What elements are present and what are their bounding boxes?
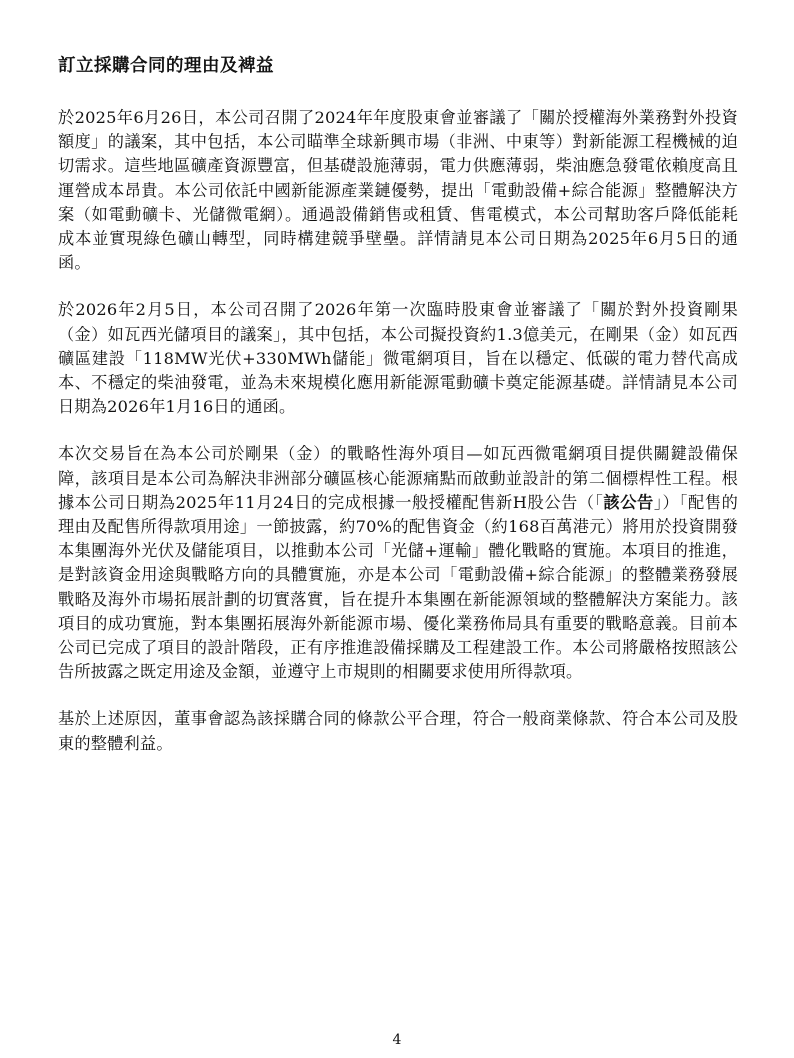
paragraph-egm-2026: 於2026年2月5日，本公司召開了2026年第一次臨時股東會並審議了「關於對外投資剛果（金）如瓦西光儲項目的議案」，其中包括，本公司擬投資約1.3億美元，在剛果（金）如瓦西礦區建設「118MW光伏+330MWh儲能」微電網項目，旨在以穩定、低碳的電力替代高成本、不穩定的柴油發電，並為未來規模化應用新能源電動礦卡奠定能源基礎。詳情請見本公司日期為2026年1月16日的通函。 xyxy=(58,300,738,417)
page-number: 4 xyxy=(392,1032,402,1048)
paragraph-conclusion: 基於上述原因，董事會認為該採購合同的條款公平合理，符合一般商業條款、符合本公司及股東的整體利益。 xyxy=(58,709,738,753)
paragraph-text-part: 本次交易旨在為本公司於剛果（金）的戰略性海外項目—如瓦西微電網項目提供關鍵設備保障，該項目是本公司為解決非洲部分礦區核心能源痛點而啟動並設計的第二個標桿性工程。根據本公司日期為2025年11月24日的完成根據一般授權配售新H股公告（「 xyxy=(58,444,738,512)
defined-term-announcement: 該公告 xyxy=(603,492,654,512)
document-page xyxy=(58,52,738,779)
paragraph-text-part: 」）「配售的理由及配售所得款項用途」一節披露，約70%的配售資金（約168百萬港元）將用於投資開發本集團海外光伏及儲能項目，以推動本公司「光儲+運輸」體化戰略的實施。本項目的推進，是對該資金用途與戰略方向的具體實施，亦是本公司「電動設備+綜合能源」的整體業務發展戰略及海外市場拓展計劃的切實落實，旨在提升本集團在新能源領域的整體解決方案能力。該項目的成功實施，對本集團拓展海外新能源市場、優化業務佈局具有重要的戰略意義。目前本公司已完成了項目的設計階段，正有序推進設備採購及工程建設工作。本公司將嚴格按照該公告所披露之既定用途及金額，並遵守上市規則的相關要求使用所得款項。 xyxy=(58,492,739,682)
paragraph-agm-2025: 於2025年6月26日，本公司召開了2024年年度股東會並審議了「關於授權海外業務對外投資額度」的議案，其中包括，本公司瞄準全球新興市場（非洲、中東等）對新能源工程機械的迫切需求。這些地區礦產資源豐富，但基礎設施薄弱，電力供應薄弱，柴油應急發電依賴度高且運營成本昂貴。本公司依託中國新能源產業鏈優勢，提出「電動設備+綜合能源」整體解決方案（如電動礦卡、光儲微電網）。通過設備銷售或租賃、售電模式，本公司幫助客戶降低能耗成本並實現綠色礦山轉型，同時構建競爭壁壘。詳情請見本公司日期為2025年6月5日的通函。 xyxy=(58,108,738,273)
section-heading: 訂立採購合同的理由及裨益 xyxy=(58,56,274,76)
paragraph-transaction-purpose xyxy=(58,442,738,684)
